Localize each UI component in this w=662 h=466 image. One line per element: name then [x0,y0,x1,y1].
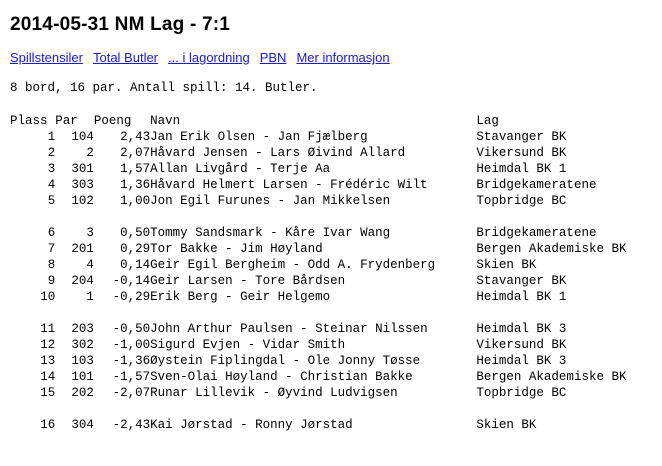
cell-lag: Bridgekameratene [476,226,597,240]
table-row [10,353,654,369]
table-row [10,321,654,337]
table-row [10,369,654,385]
cell-navn: Øystein Fiplingdal - Ole Jonny Tøsse [150,354,421,368]
cell-navn: Erik Berg - Geir Helgemo [150,290,331,304]
table-row [10,385,654,401]
cell-plass: 8 [47,258,56,272]
cell-par: 104 [71,130,94,144]
cell-lag: Vikersund BK [476,146,567,160]
header-par: Par [55,114,78,128]
cell-plass: 16 [40,418,56,432]
cell-par: 1 [86,290,94,304]
cell-poeng: -0,14 [112,274,151,288]
table-row [10,145,654,161]
summary-text: 8 bord, 16 par. Antall spill: 14. Butler. [10,81,318,95]
group-spacer [10,209,654,225]
table-row [10,337,654,353]
cell-lag: Heimdal BK 3 [476,354,567,368]
table-row [10,225,654,241]
cell-navn: Sven-Olai Høyland - Christian Bakke [150,370,413,384]
table-row [10,289,654,305]
cell-poeng: 0,14 [120,258,151,272]
cell-poeng: 0,29 [120,242,151,256]
cell-plass: 14 [40,370,56,384]
cell-navn: Jon Egil Furunes - Jan Mikkelsen [150,194,391,208]
link-total-butler[interactable]: Total Butler [92,50,159,65]
cell-plass: 9 [47,274,56,288]
table-row [10,273,654,289]
cell-navn: Tommy Sandsmark - Kåre Ivar Wang [150,226,391,240]
table-row [10,241,654,257]
header-navn: Navn [150,114,181,128]
cell-plass: 1 [47,130,56,144]
header-lag: Lag [476,114,499,128]
cell-poeng: -0,50 [112,322,151,336]
cell-plass: 4 [47,178,56,192]
cell-navn: Tor Bakke - Jim Høyland [150,242,323,256]
table-header-row [10,113,654,129]
cell-navn: John Arthur Paulsen - Steinar Nilssen [150,322,428,336]
cell-lag: Heimdal BK 3 [476,322,567,336]
link-pbn[interactable]: PBN [259,50,287,65]
group-spacer [10,401,654,417]
cell-poeng: 2,43 [120,130,151,144]
cell-par: 204 [71,274,94,288]
table-row [10,193,654,209]
cell-poeng: 1,57 [120,162,151,176]
cell-poeng: -1,00 [112,338,151,352]
cell-poeng: -2,07 [112,386,151,400]
cell-lag: Skien BK [476,418,537,432]
cell-poeng: 1,36 [120,178,151,192]
cell-navn: Håvard Helmert Larsen - Frédéric Wilt [150,178,428,192]
cell-navn: Håvard Jensen - Lars Øivind Allard [150,146,406,160]
cell-navn: Jan Erik Olsen - Jan Fjælberg [150,130,368,144]
results-table-body [10,129,654,433]
cell-navn: Sigurd Evjen - Vidar Smith [150,338,346,352]
table-row [10,177,654,193]
cell-plass: 3 [47,162,56,176]
cell-plass: 15 [40,386,56,400]
cell-lag: Heimdal BK 1 [476,162,567,176]
header-poeng: Poeng [93,114,132,128]
cell-navn: Geir Egil Bergheim - Odd A. Frydenberg [150,258,436,272]
cell-par: 103 [71,354,94,368]
cell-lag: Bergen Akademiske BK [476,370,627,384]
cell-par: 301 [71,162,94,176]
cell-plass: 2 [47,146,56,160]
results-table-head [10,113,654,129]
table-row [10,161,654,177]
cell-plass: 5 [47,194,56,208]
cell-navn: Runar Lillevik - Øyvind Ludvigsen [150,386,398,400]
cell-poeng: 1,00 [120,194,151,208]
cell-par: 4 [86,258,94,272]
cell-plass: 13 [40,354,56,368]
cell-par: 2 [86,146,94,160]
cell-par: 304 [71,418,94,432]
cell-plass: 11 [40,322,56,336]
page-title: 2014-05-31 NM Lag - 7:1 [10,14,231,35]
cell-plass: 7 [47,242,56,256]
nav-links [10,50,654,65]
cell-lag: Skien BK [476,258,537,272]
link-i-lagordning[interactable]: ... i lagordning [168,50,250,65]
cell-plass: 10 [40,290,56,304]
results-table-wrapper [10,113,654,433]
cell-par: 303 [71,178,94,192]
header-plass: Plass [10,114,48,128]
table-row [10,129,654,145]
cell-par: 102 [71,194,94,208]
cell-par: 202 [71,386,94,400]
cell-poeng: 0,50 [120,226,151,240]
cell-lag: Heimdal BK 1 [476,290,567,304]
cell-lag: Stavanger BK [476,274,567,288]
cell-poeng: -1,36 [112,354,151,368]
cell-poeng: 2,07 [120,146,151,160]
cell-poeng: -0,29 [112,290,151,304]
cell-navn: Allan Livgård - Terje Aa [150,162,331,176]
cell-navn: Kai Jørstad - Ronny Jørstad [150,418,353,432]
cell-lag: Vikersund BK [476,338,567,352]
table-row [10,257,654,273]
cell-plass: 12 [40,338,56,352]
link-mer-informasjon[interactable]: Mer informasjon [296,50,390,65]
cell-lag: Bergen Akademiske BK [476,242,627,256]
link-spillstensiler[interactable]: Spillstensiler [10,50,83,65]
cell-lag: Stavanger BK [476,130,567,144]
cell-lag: Topbridge BC [476,194,567,208]
cell-par: 203 [71,322,94,336]
cell-plass: 6 [47,226,56,240]
cell-par: 201 [71,242,94,256]
group-spacer [10,305,654,321]
cell-lag: Bridgekameratene [476,178,597,192]
cell-par: 302 [71,338,94,352]
cell-poeng: -2,43 [112,418,151,432]
cell-par: 3 [86,226,94,240]
table-row [10,417,654,433]
cell-poeng: -1,57 [112,370,151,384]
cell-lag: Topbridge BC [476,386,567,400]
cell-navn: Geir Larsen - Tore Bårdsen [150,274,346,288]
cell-par: 101 [71,370,94,384]
results-table [10,113,654,433]
